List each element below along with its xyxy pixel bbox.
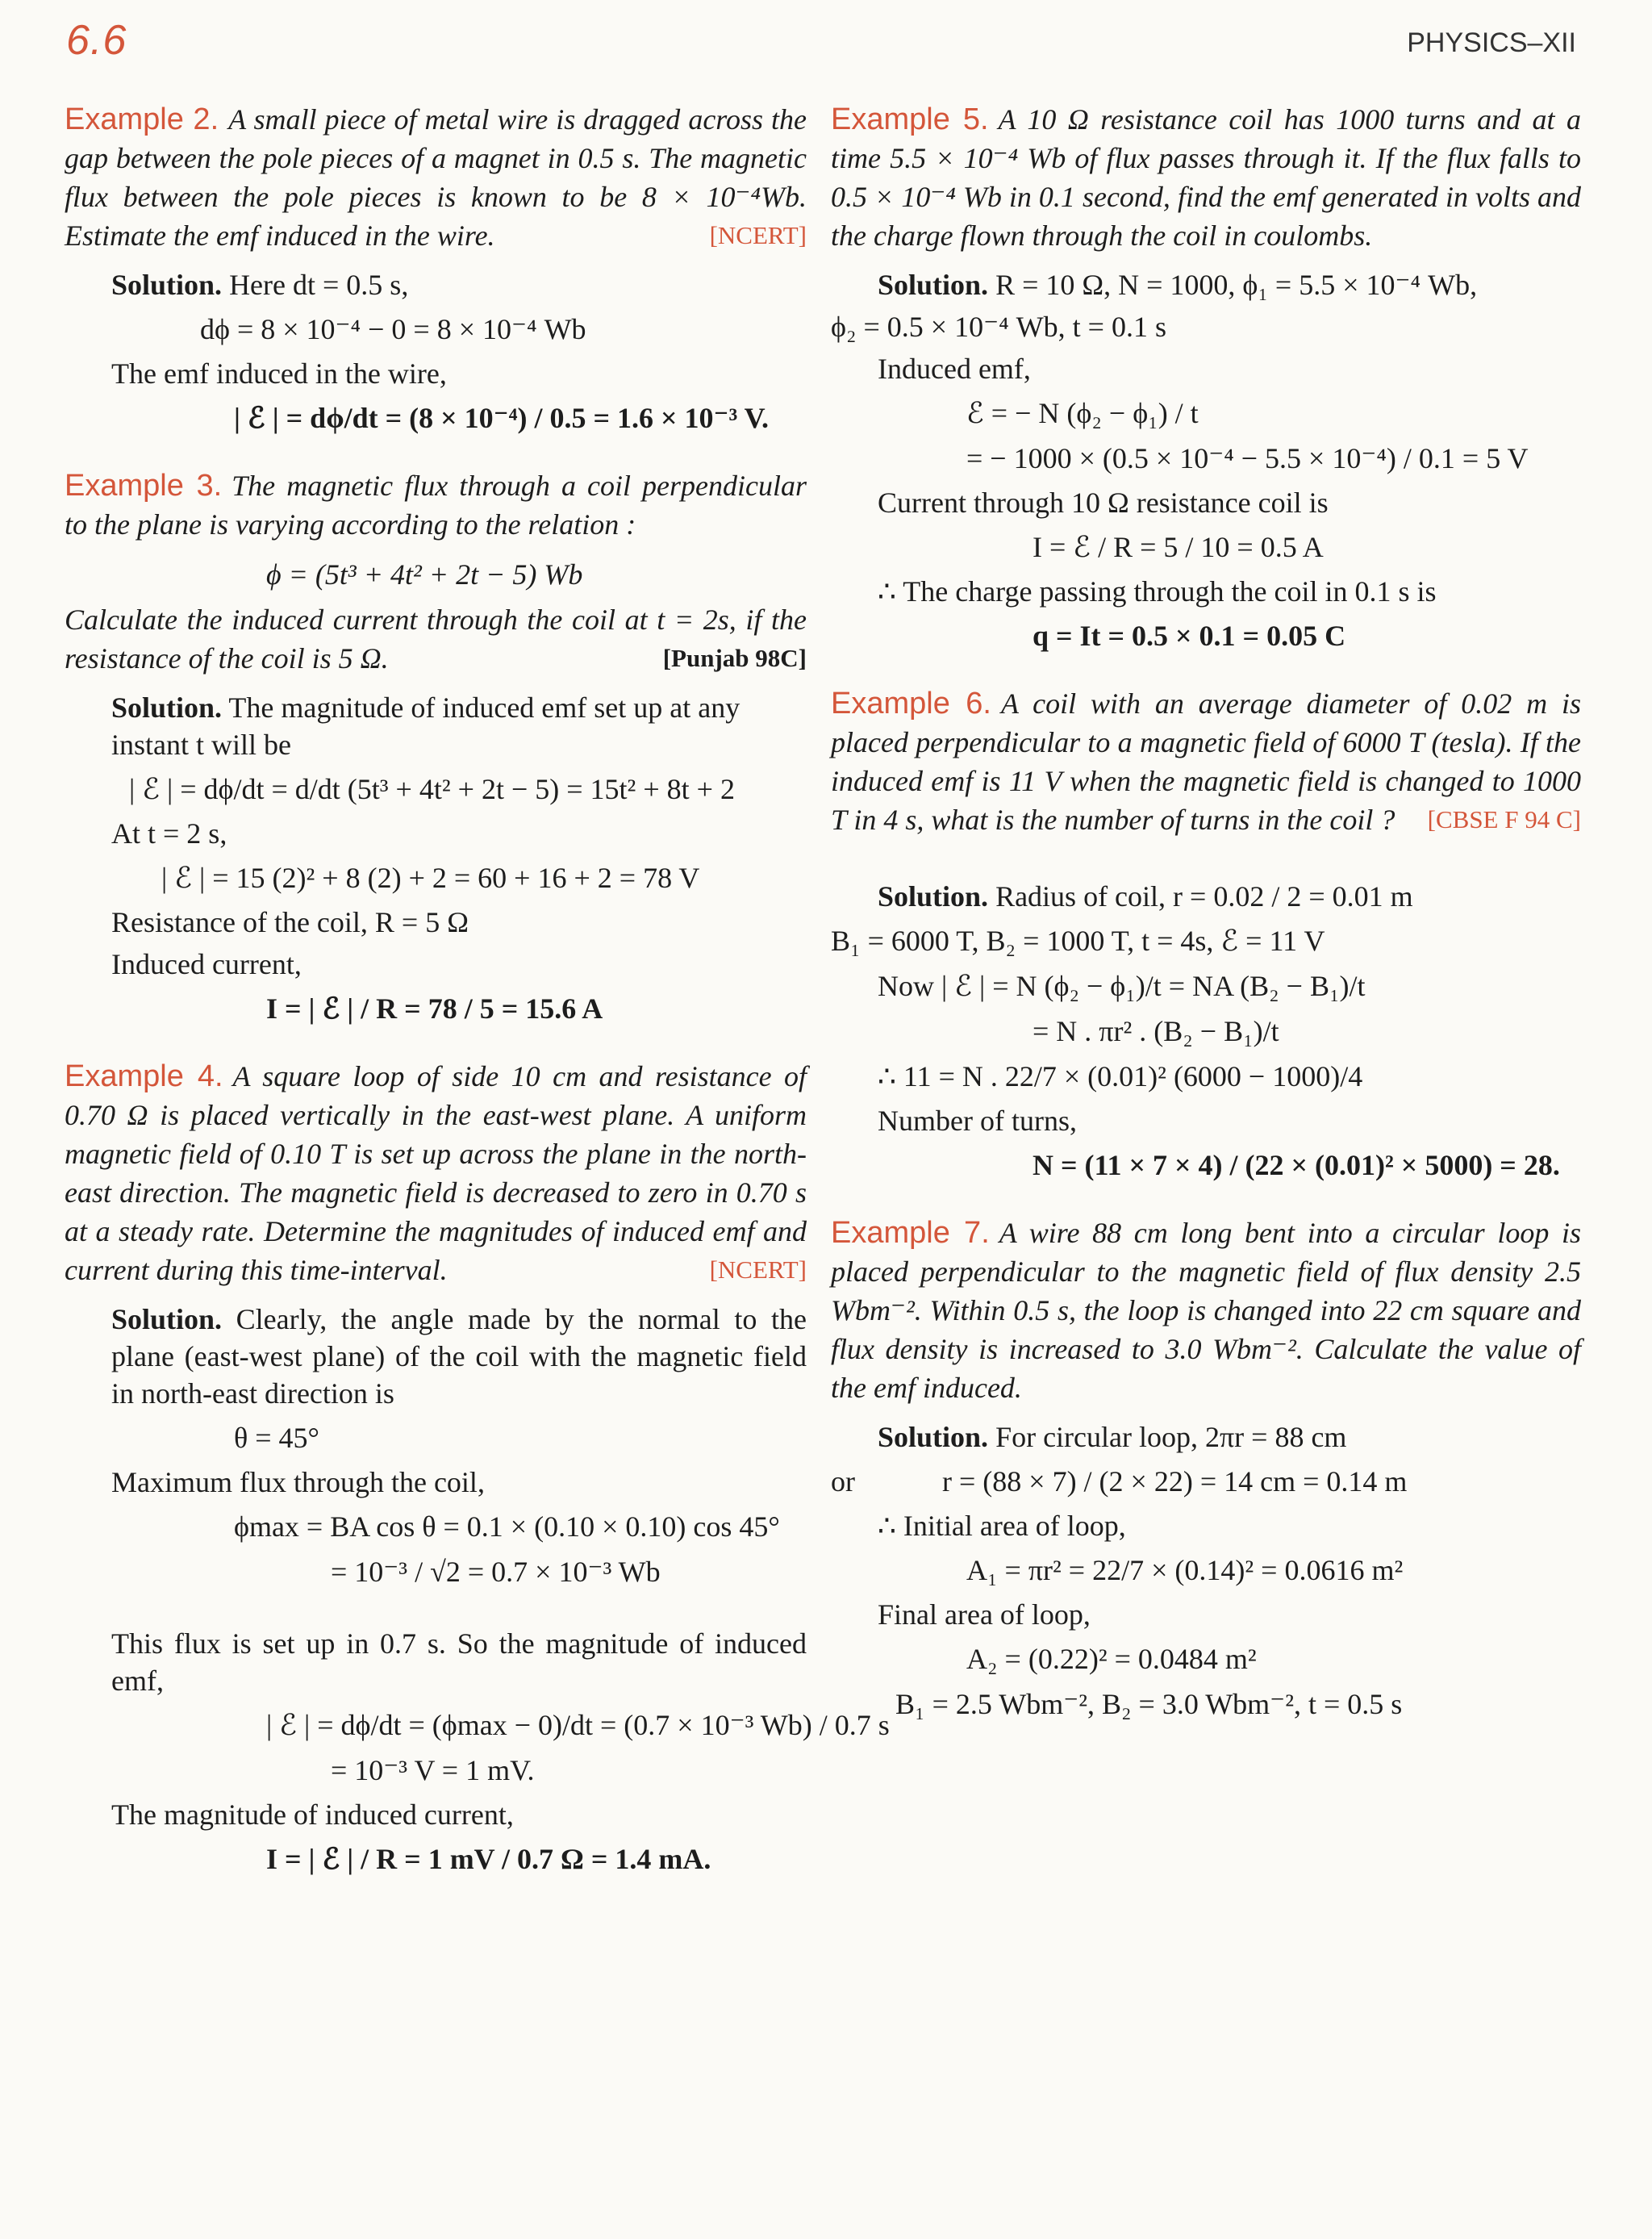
solution-text: This flux is set up in 0.7 s. So the magnitude of induced emf,	[111, 1627, 807, 1697]
example-2-statement	[65, 100, 807, 255]
solution-text: The emf induced in the wire,	[111, 357, 447, 390]
equation: dϕ = 8 × 10⁻⁴ − 0 = 8 × 10⁻⁴ Wb	[200, 313, 586, 345]
equation: A₂ = (0.22)² = 0.0484 m²	[966, 1643, 1257, 1675]
source-tag: [CBSE F 94 C]	[1427, 805, 1581, 833]
equation: ϕmax = BA cos θ = 0.1 × (0.10 × 0.10) cos 45°	[234, 1510, 780, 1543]
solution-text: ∴ The charge passing through the coil in 0.1 s is	[878, 575, 1437, 608]
equation: ∴ 11 = N . 22/7 × (0.01)² (6000 − 1000)/4	[878, 1060, 1363, 1092]
problem-text: A coil with an average diameter of 0.02 m is placed perpendicular to a magnetic field of 6000 T (tesla). If the induced emf is 11 V when the magnetic field is changed to 1000 T in 4 s, what is the number of turns in the coil ?	[831, 687, 1582, 836]
solution-text: At t = 2 s,	[111, 817, 227, 850]
equation: ϕ = (5t³ + 4t² + 2t − 5) Wb	[266, 558, 583, 591]
solution-text: Current through 10 Ω resistance coil is	[878, 487, 1329, 519]
equation: N = (11 × 7 × 4) / (22 × (0.01)² × 5000) = 28.	[1032, 1149, 1560, 1181]
solution-text: Final area of loop,	[878, 1598, 1091, 1631]
source-tag: [NCERT]	[709, 1255, 807, 1284]
solution-label: Solution.	[878, 880, 989, 913]
solution-text: The magnitude of induced emf set up at any instant t will be	[111, 691, 740, 761]
example-7-statement	[831, 1213, 1581, 1407]
equation: Now | ℰ | = N (ϕ₂ − ϕ₁)/t = NA (B₂ − B₁)/t	[878, 970, 1366, 1002]
source-tag: [NCERT]	[709, 221, 807, 249]
equation: B₁ = 6000 T, B₂ = 1000 T, t = 4s, ℰ = 11 V	[831, 925, 1325, 957]
solution-label: Solution.	[878, 1421, 989, 1453]
problem-text: A 10 Ω resistance coil has 1000 turns and at a time 5.5 × 10⁻⁴ Wb of flux passes through it. If the flux falls to 0.5 × 10⁻⁴ Wb in 0.1 second, find the emf generated in volts and the charge flown through the coil in coulombs.	[831, 103, 1582, 252]
page-number: 6.6	[66, 17, 127, 64]
equation: B₁ = 2.5 Wbm⁻², B₂ = 3.0 Wbm⁻², t = 0.5 s	[895, 1688, 1403, 1720]
solution-text: Number of turns,	[878, 1105, 1077, 1137]
problem-text: A square loop of side 10 cm and resistance of 0.70 Ω is placed vertically in the east-west plane. A uniform magnetic field of 0.10 T is set up across the plane in the north-east direction. The magnetic field is decreased to zero in 0.70 s at a steady rate. Determine the magnitudes of induced emf and current during this time-interval.	[65, 1060, 807, 1286]
solution-text: ∴ Initial area of loop,	[878, 1510, 1126, 1542]
problem-text: A small piece of metal wire is dragged across the gap between the pole pieces of a magnet in 0.5 s. The magnetic flux between the pole pieces is known to be 8 × 10⁻⁴Wb. Estimate the emf induced in the wire.	[65, 103, 807, 252]
example-label: Example 3.	[65, 469, 223, 503]
example-3-statement	[65, 466, 807, 544]
example-6-statement	[831, 684, 1581, 839]
source-tag: [Punjab 98C]	[662, 644, 807, 672]
equation: | ℰ | = dϕ/dt = d/dt (5t³ + 4t² + 2t − 5) = 15t² + 8t + 2	[129, 773, 735, 805]
problem-text: Calculate the induced current through the coil at t = 2s, if the resistance of the coil is 5 Ω.	[65, 604, 807, 675]
equation: = 10⁻³ V = 1 mV.	[331, 1754, 535, 1786]
solution-text: For circular loop, 2πr = 88 cm	[995, 1421, 1347, 1453]
example-label: Example 2.	[65, 102, 219, 136]
solution-label: Solution.	[111, 691, 223, 724]
equation: = − 1000 × (0.5 × 10⁻⁴ − 5.5 × 10⁻⁴) / 0.1 = 5 V	[966, 442, 1529, 474]
solution-intro	[831, 878, 1581, 915]
example-4-statement	[65, 1057, 807, 1289]
left-column	[65, 100, 890, 1885]
solution-text: Induced emf,	[878, 353, 1031, 385]
equation: = N . πr² . (B₂ − B₁)/t	[1032, 1015, 1279, 1047]
solution-text: ϕ₂ = 0.5 × 10⁻⁴ Wb, t = 0.1 s	[831, 311, 1166, 343]
solution-text: Radius of coil, r = 0.02 / 2 = 0.01 m	[995, 880, 1413, 913]
equation: q = It = 0.5 × 0.1 = 0.05 C	[1032, 620, 1346, 652]
solution-intro	[65, 266, 807, 303]
solution-text: Induced current,	[111, 948, 302, 980]
example-label: Example 7.	[831, 1216, 990, 1250]
equation: = 10⁻³ / √2 = 0.7 × 10⁻³ Wb	[331, 1556, 661, 1588]
problem-question	[65, 600, 807, 678]
equation: | ℰ | = dϕ/dt = (8 × 10⁻⁴) / 0.5 = 1.6 × 10⁻³ V.	[234, 402, 769, 434]
solution-intro	[831, 1418, 1581, 1456]
solution-intro	[831, 266, 1581, 303]
example-5-statement	[831, 100, 1581, 255]
equation: A₁ = πr² = 22/7 × (0.14)² = 0.0616 m²	[966, 1554, 1404, 1586]
example-label: Example 5.	[831, 102, 989, 136]
solution-text: Resistance of the coil, R = 5 Ω	[111, 906, 469, 938]
equation: I = | ℰ | / R = 1 mV / 0.7 Ω = 1.4 mA.	[266, 1843, 711, 1875]
equation: I = | ℰ | / R = 78 / 5 = 15.6 A	[266, 992, 603, 1025]
equation: θ = 45°	[234, 1422, 319, 1454]
solution-text: Clearly, the angle made by the normal to the plane (east-west plane) of the coil with the magnetic field in north-east direction is	[111, 1303, 807, 1410]
solution-label: Solution.	[111, 269, 223, 301]
running-head: PHYSICS–XII	[1407, 27, 1576, 58]
solution-label: Solution.	[111, 1303, 223, 1335]
solution-text: R = 10 Ω, N = 1000, ϕ₁ = 5.5 × 10⁻⁴ Wb,	[995, 269, 1478, 301]
equation: | ℰ | = dϕ/dt = (ϕmax − 0)/dt = (0.7 × 10⁻³ Wb) / 0.7 s	[266, 1709, 890, 1741]
solution-intro	[65, 689, 807, 763]
equation: or r = (88 × 7) / (2 × 22) = 14 cm = 0.14 m	[831, 1465, 1408, 1498]
solution-label: Solution.	[878, 269, 989, 301]
right-column	[831, 100, 1581, 1730]
solution-intro	[65, 1301, 807, 1412]
example-label: Example 6.	[831, 687, 991, 721]
solution-text: Maximum flux through the coil,	[111, 1466, 485, 1498]
solution-text: The magnitude of induced current,	[111, 1798, 514, 1831]
equation: ℰ = − N (ϕ₂ − ϕ₁) / t	[966, 397, 1199, 429]
problem-text: A wire 88 cm long bent into a circular loop is placed perpendicular to the magnetic field of flux density 2.5 Wbm⁻². Within 0.5 s, the loop is changed into 22 cm square and flux density is increased to 3.0 Wbm⁻². Calculate the value of the emf induced.	[831, 1217, 1581, 1404]
solution-text: Here dt = 0.5 s,	[229, 269, 409, 301]
equation: | ℰ | = 15 (2)² + 8 (2) + 2 = 60 + 16 + 2 = 78 V	[161, 862, 700, 894]
problem-text: The magnetic flux through a coil perpendicular to the plane is varying according to the relation :	[65, 470, 807, 541]
equation: I = ℰ / R = 5 / 10 = 0.5 A	[1032, 531, 1324, 563]
example-label: Example 4.	[65, 1059, 223, 1093]
